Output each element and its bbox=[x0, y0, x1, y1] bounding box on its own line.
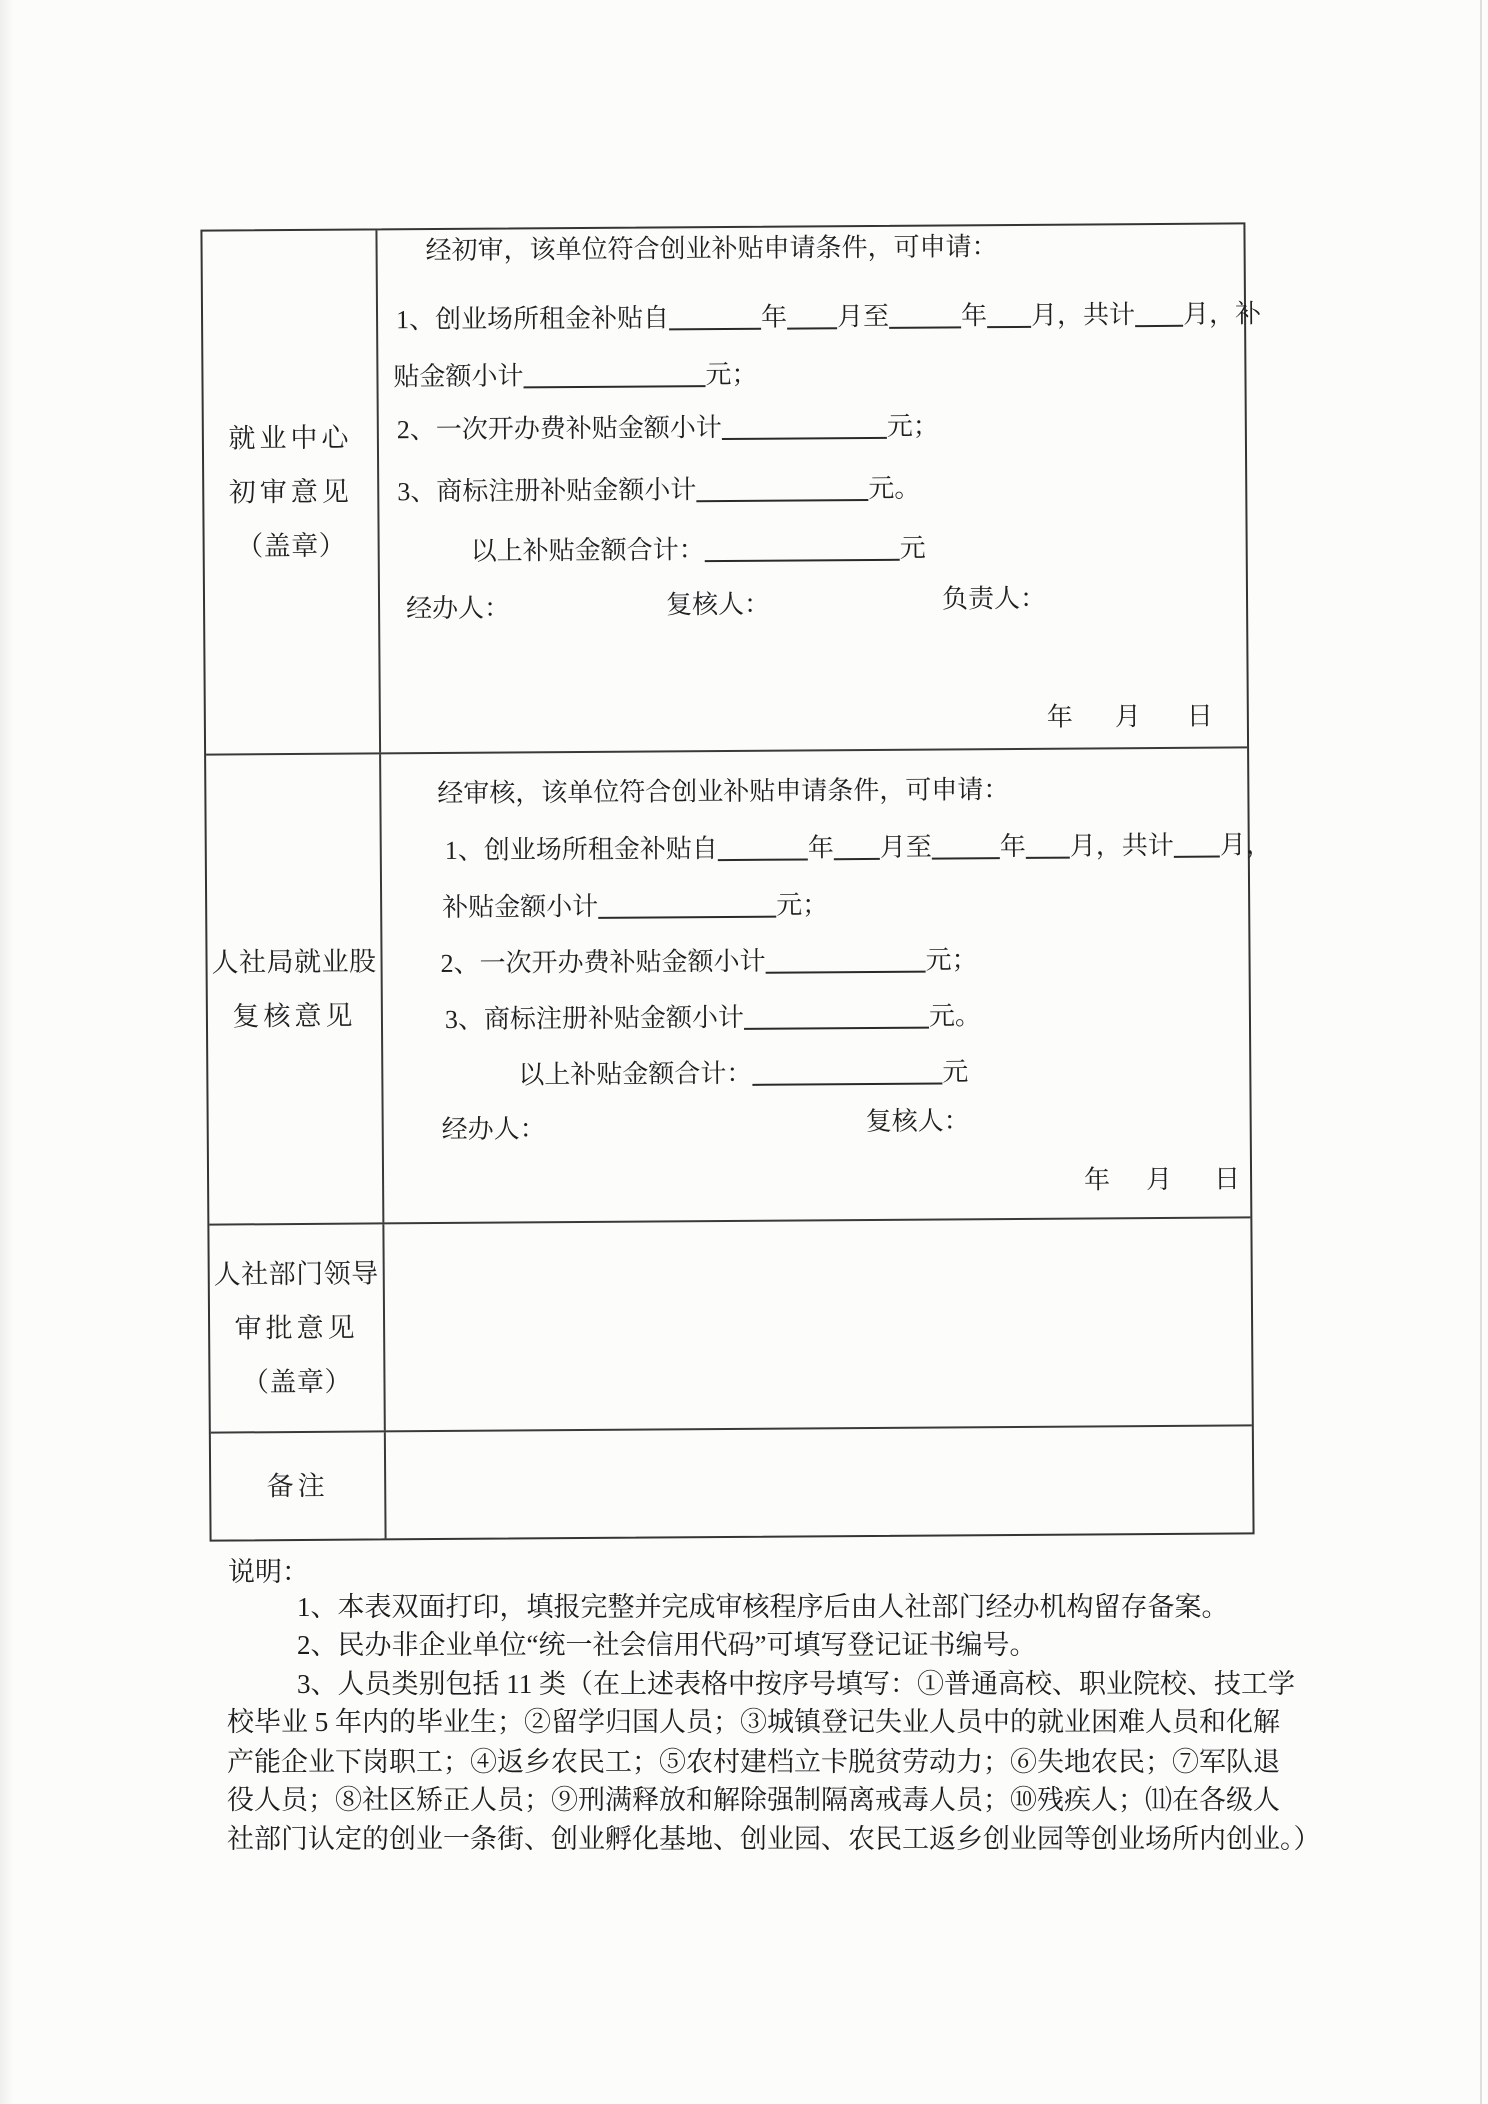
blank-month-from bbox=[834, 838, 880, 860]
row3-content-cell bbox=[384, 1218, 1251, 1430]
row2-item1: 1、创业场所租金补贴自 年 月至 年 月，共计 月， bbox=[444, 830, 1272, 865]
row1-supervisor-label: 负责人： bbox=[941, 583, 1047, 614]
row3-label-line3: （盖章） bbox=[241, 1366, 353, 1398]
blank-month-to bbox=[987, 306, 1031, 328]
blank-grand-total bbox=[752, 1063, 942, 1086]
row1-handler-label: 经办人： bbox=[405, 593, 511, 624]
row-leader-approval bbox=[209, 1216, 1251, 1431]
row1-item1: 1、创业场所租金补贴自 年 月至 年 月，共计 月，补 bbox=[395, 299, 1262, 335]
row4-label-line1: 备注 bbox=[266, 1470, 329, 1502]
blank-rent-subtotal bbox=[598, 896, 776, 919]
row-employment-center-review bbox=[202, 224, 1262, 753]
blank-year-to bbox=[889, 306, 961, 329]
scan-edge-artifact bbox=[1480, 0, 1482, 2104]
row3-label-line1: 人社部门领导 bbox=[213, 1258, 379, 1290]
row2-item3: 3、商标注册补贴金额小计 元。 bbox=[444, 1001, 982, 1034]
row1-date-year: 年 bbox=[1046, 702, 1073, 732]
row2-date-year: 年 bbox=[1083, 1165, 1111, 1195]
blank-month-to bbox=[1026, 837, 1070, 859]
blank-year-from bbox=[669, 308, 761, 331]
row2-item2: 2、一次开办费补贴金额小计 元； bbox=[440, 945, 978, 979]
blank-startup-subtotal bbox=[722, 417, 887, 440]
blank-rent-subtotal bbox=[523, 365, 705, 388]
blank-trademark-subtotal bbox=[744, 1007, 929, 1030]
row1-date-month: 月 bbox=[1114, 702, 1141, 732]
blank-month-from bbox=[787, 307, 837, 329]
row2-date-month: 月 bbox=[1145, 1164, 1173, 1195]
note-item-3-wrap-4: 社部门认定的创业一条街、创业孵化基地、创业园、农民工返乡创业园等创业场所内创业。） bbox=[227, 1824, 1321, 1854]
blank-year-to bbox=[932, 837, 1000, 859]
row2-intro: 经审核，该单位符合创业补贴申请条件，可申请： bbox=[437, 775, 1010, 809]
row4-label-cell bbox=[211, 1432, 387, 1539]
blank-year-from bbox=[718, 838, 808, 861]
note-item-3: 3、人员类别包括 11 类（在上述表格中按序号填写：①普通高校、职业院校、技工学 bbox=[297, 1669, 1295, 1699]
scan-left-smudge bbox=[0, 0, 14, 2104]
row1-intro: 经初审，该单位符合创业补贴申请条件，可申请： bbox=[425, 232, 998, 266]
blank-total-months bbox=[1174, 836, 1220, 858]
row2-label-line1: 人社局就业股 bbox=[211, 946, 377, 978]
row1-label-line1: 就业中心 bbox=[228, 422, 353, 454]
approval-table bbox=[200, 222, 1272, 1541]
row4-content-cell bbox=[386, 1426, 1253, 1538]
row2-total: 以上补贴金额合计： 元 bbox=[518, 1057, 969, 1090]
note-item-3-wrap-1: 校毕业 5 年内的毕业生；②留学归国人员；③城镇登记失业人员中的就业困难人员和化解 bbox=[227, 1707, 1280, 1737]
row1-item2: 2、一次开办费补贴金额小计 元； bbox=[396, 411, 939, 445]
row2-label-line2: 复核意见 bbox=[232, 1000, 357, 1032]
row1-content-cell bbox=[377, 224, 1262, 752]
blank-startup-subtotal bbox=[766, 951, 926, 974]
blank-total-months bbox=[1135, 305, 1183, 327]
blank-grand-total bbox=[705, 539, 900, 562]
row1-date-day: 日 bbox=[1186, 701, 1213, 731]
note-item-3-wrap-3: 役人员；⑧社区矫正人员；⑨刑满释放和解除强制隔离戒毒人员；⑩残疾人；⑾在各级人 bbox=[227, 1785, 1280, 1815]
note-item-3-wrap-2: 产能企业下岗职工；④返乡农民工；⑤农村建档立卡脱贫劳动力；⑥失地农民；⑦军队退 bbox=[227, 1747, 1280, 1777]
row2-date-day: 日 bbox=[1213, 1164, 1241, 1194]
row1-reviewer-label: 复核人： bbox=[665, 589, 771, 620]
note-item-2: 2、民办非企业单位“统一社会信用代码”可填写登记证书编号。 bbox=[297, 1630, 1037, 1660]
row2-content-cell bbox=[381, 748, 1272, 1222]
row1-label-line2: 初审意见 bbox=[228, 476, 353, 508]
note-item-1: 1、本表双面打印，填报完整并完成审核程序后由人社部门经办机构留存备案。 bbox=[297, 1592, 1229, 1622]
row2-reviewer-label: 复核人： bbox=[865, 1106, 970, 1137]
blank-trademark-subtotal bbox=[696, 479, 868, 502]
row2-label-cell bbox=[206, 754, 384, 1223]
row2-handler-label: 经办人： bbox=[441, 1114, 546, 1145]
row1-item3: 3、商标注册补贴金额小计 元。 bbox=[397, 473, 921, 507]
row1-label-line3: （盖章） bbox=[236, 530, 347, 562]
row1-item1-wrap: 贴金额小计 元； bbox=[393, 359, 758, 392]
row3-label-cell bbox=[209, 1224, 385, 1431]
row2-item1-wrap: 补贴金额小计 元； bbox=[442, 890, 829, 922]
row1-total: 以上补贴金额合计： 元 bbox=[470, 533, 926, 566]
notes-heading: 说明： bbox=[228, 1557, 309, 1587]
row1-label-cell bbox=[202, 230, 381, 753]
row-hr-bureau-review bbox=[206, 746, 1272, 1223]
row3-label-line2: 审批意见 bbox=[234, 1312, 359, 1344]
row-remarks bbox=[211, 1424, 1253, 1539]
